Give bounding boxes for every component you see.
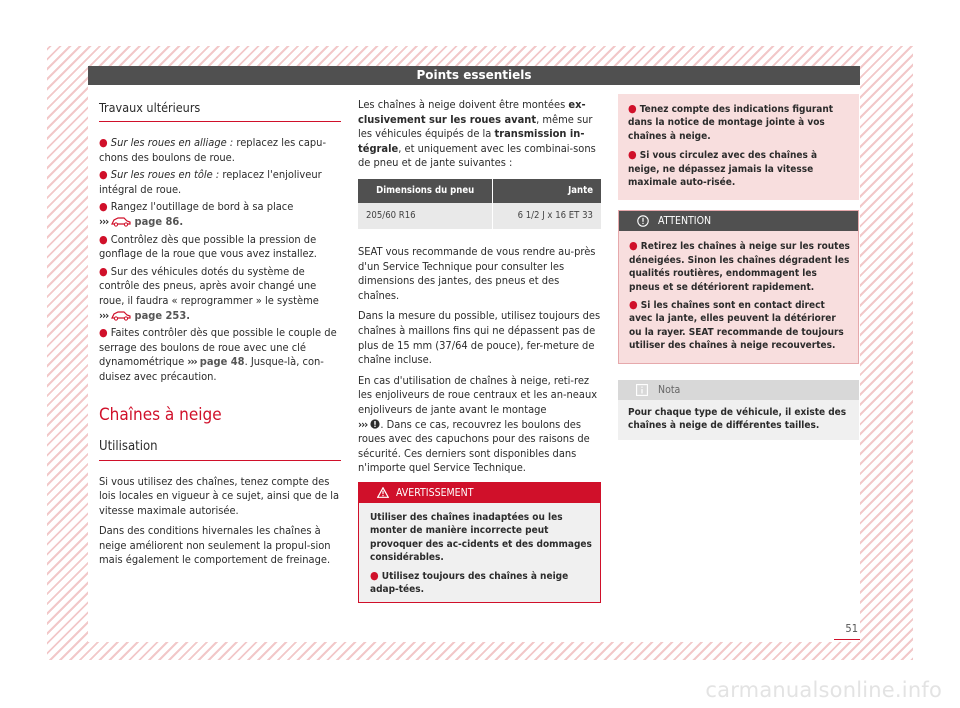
list-item: ● Sur les roues en tôle : replacez l'enjoliveur intégral de roue.	[99, 168, 322, 196]
page-number: 51	[845, 622, 858, 635]
list-item: ● Sur les roues en alliage : replacez les capu-chons des boulons de roue.	[99, 136, 327, 164]
bullet-icon: ●	[99, 326, 108, 340]
page-reference-link[interactable]: page 253.	[134, 308, 190, 322]
bullet-icon: ●	[99, 200, 108, 214]
paragraph: Les chaînes à neige doivent être montées ex-clusivement sur les roues avant, même sur les véhicules équipés de la transmission in-tégrale, et uniquement avec les combinai-sons de pneu et de jante suivantes :	[358, 98, 596, 170]
bullet-icon: ●	[99, 136, 108, 149]
table-header-cell: Jante	[493, 179, 601, 203]
page-header-bar	[88, 66, 860, 85]
paragraph: Dans des conditions hivernales les chaînes à neige améliorent non seulement la propul-sion mais également le comportement de freinage.	[99, 524, 331, 567]
chapter-heading: Chaînes à neige	[99, 404, 222, 425]
list-item: ● Rangez l'outillage de bord à sa place ››› page 86.	[99, 200, 294, 228]
watermark: carmanualsonline.info	[705, 678, 942, 702]
table-cell: 205/60 R16	[358, 203, 493, 229]
bullet-icon: ●	[628, 148, 637, 162]
attention-icon	[637, 215, 649, 227]
note-box-title: Nota	[658, 383, 681, 396]
page-number-rule	[834, 639, 860, 640]
bullet-icon: ●	[99, 264, 108, 278]
reference-arrow: ›››	[358, 417, 368, 431]
table-cell: 6 1/2 J x 16 ET 33	[493, 203, 601, 229]
list-item: ● Faites contrôler dès que possible le couple de serrage des boulons de roue avec une clé dynamométrique ››› page 48. Jusque-là, con-duisez avec précaution.	[99, 326, 337, 383]
page-reference-link[interactable]: page 48	[199, 355, 245, 369]
bullet-icon: ●	[99, 232, 108, 246]
warning-box-title: AVERTISSEMENT	[396, 486, 474, 499]
page	[88, 66, 860, 642]
attention-box-title: ATTENTION	[658, 215, 712, 228]
column-left	[99, 94, 341, 574]
list-item: ● Sur des véhicules dotés du système de contrôle des pneus, après avoir changé une roue, il faudra « reprogrammer » le système ››› page 253.	[99, 264, 319, 322]
column-middle	[358, 98, 601, 603]
warning-box-header	[359, 483, 600, 503]
attention-box-header	[619, 211, 858, 231]
attention-box-body	[619, 231, 858, 362]
table-header-row	[358, 179, 601, 203]
reference-arrow: ›››	[99, 214, 109, 228]
list-item: ● Retirez les chaînes à neige sur les routes déneigées. Sinon les chaînes dégradent les qualités routières, endommagent les pneus et se détériorent rapidement.	[629, 239, 850, 293]
note-box-header	[618, 380, 859, 400]
bullet-icon: ●	[370, 568, 379, 582]
bullet-icon: ●	[629, 298, 638, 312]
warning-info-icon[interactable]	[370, 419, 380, 429]
warning-text: Utiliser des chaînes inadaptées ou les monter de manière incorrecte peut provoquer des ac-cidents et des dommages considérables.	[370, 511, 592, 564]
list-item: ● Si les chaînes sont en contact direct avec la jante, elles peuvent la détériorer ou la rayer. SEAT recommande de toujours utiliser des chaînes à neige recouvertes.	[629, 298, 844, 352]
list-item: ● Utilisez toujours des chaînes à neige adap-tées.	[370, 568, 569, 595]
list-item: ● Si vous circulez avec des chaînes à neige, ne dépassez jamais la vitesse maximale auto-risée.	[628, 148, 818, 189]
column-right	[618, 94, 859, 440]
list-item: ● Contrôlez dès que possible la pression de gonflage de la roue que vous avez installez.	[99, 232, 317, 261]
paragraph: En cas d'utilisation de chaînes à neige, reti-rez les enjoliveurs de roue centraux et les an-neaux enjoliveurs de jante avant le montage ››› . Dans ce cas, recouvrez les boulons des roues avec des capuchons pour des raisons de sécurité. Ces derniers sont disponibles dans n'importe quel Service Technique.	[358, 373, 598, 475]
warning-box-body	[359, 503, 600, 602]
table-header-cell: Dimensions du pneu	[358, 179, 493, 203]
section-title: Travaux ultérieurs	[99, 100, 201, 115]
section-rule	[99, 121, 341, 122]
warning-box	[358, 482, 601, 603]
reference-arrow: ›››	[187, 355, 197, 369]
list-item: ● Tenez compte des indications figurant dans la notice de montage jointe à vos chaînes à neige.	[628, 102, 834, 142]
info-icon	[636, 384, 648, 396]
attention-box	[618, 210, 859, 363]
bullet-icon: ●	[99, 168, 108, 182]
car-wrench-icon	[111, 215, 131, 227]
note-box-body: Pour chaque type de véhicule, il existe des chaînes à neige de différentes tailles.	[618, 400, 859, 440]
page-reference-link[interactable]: page 86.	[134, 214, 184, 228]
warning-triangle-icon	[377, 487, 389, 498]
bullet-icon: ●	[628, 102, 637, 115]
reference-arrow: ›››	[99, 308, 109, 322]
paragraph: SEAT vous recommande de vous rendre au-près d'un Service Technique pour consulter les dimensions des jantes, des pneus et des chaînes.	[358, 244, 596, 302]
paragraph: Dans la mesure du possible, utilisez toujours des chaînes à maillons fins qui ne dépassent pas de plus de 15 mm (37/64 de pouce), fer-meture de chaîne incluse.	[358, 309, 601, 367]
table-row	[358, 203, 601, 229]
subheading: Utilisation	[99, 438, 158, 454]
tyre-table	[358, 179, 601, 229]
paragraph: Si vous utilisez des chaînes, tenez compte des lois locales en vigueur à ce sujet, ainsi que de la vitesse maximale autorisée.	[99, 474, 340, 517]
page-header-title: Points essentiels	[416, 68, 532, 82]
note-box	[618, 380, 859, 440]
car-wrench-icon	[111, 309, 131, 321]
subheading-rule	[99, 460, 341, 461]
bullet-icon: ●	[629, 239, 638, 253]
warning-continued-box	[618, 94, 859, 200]
